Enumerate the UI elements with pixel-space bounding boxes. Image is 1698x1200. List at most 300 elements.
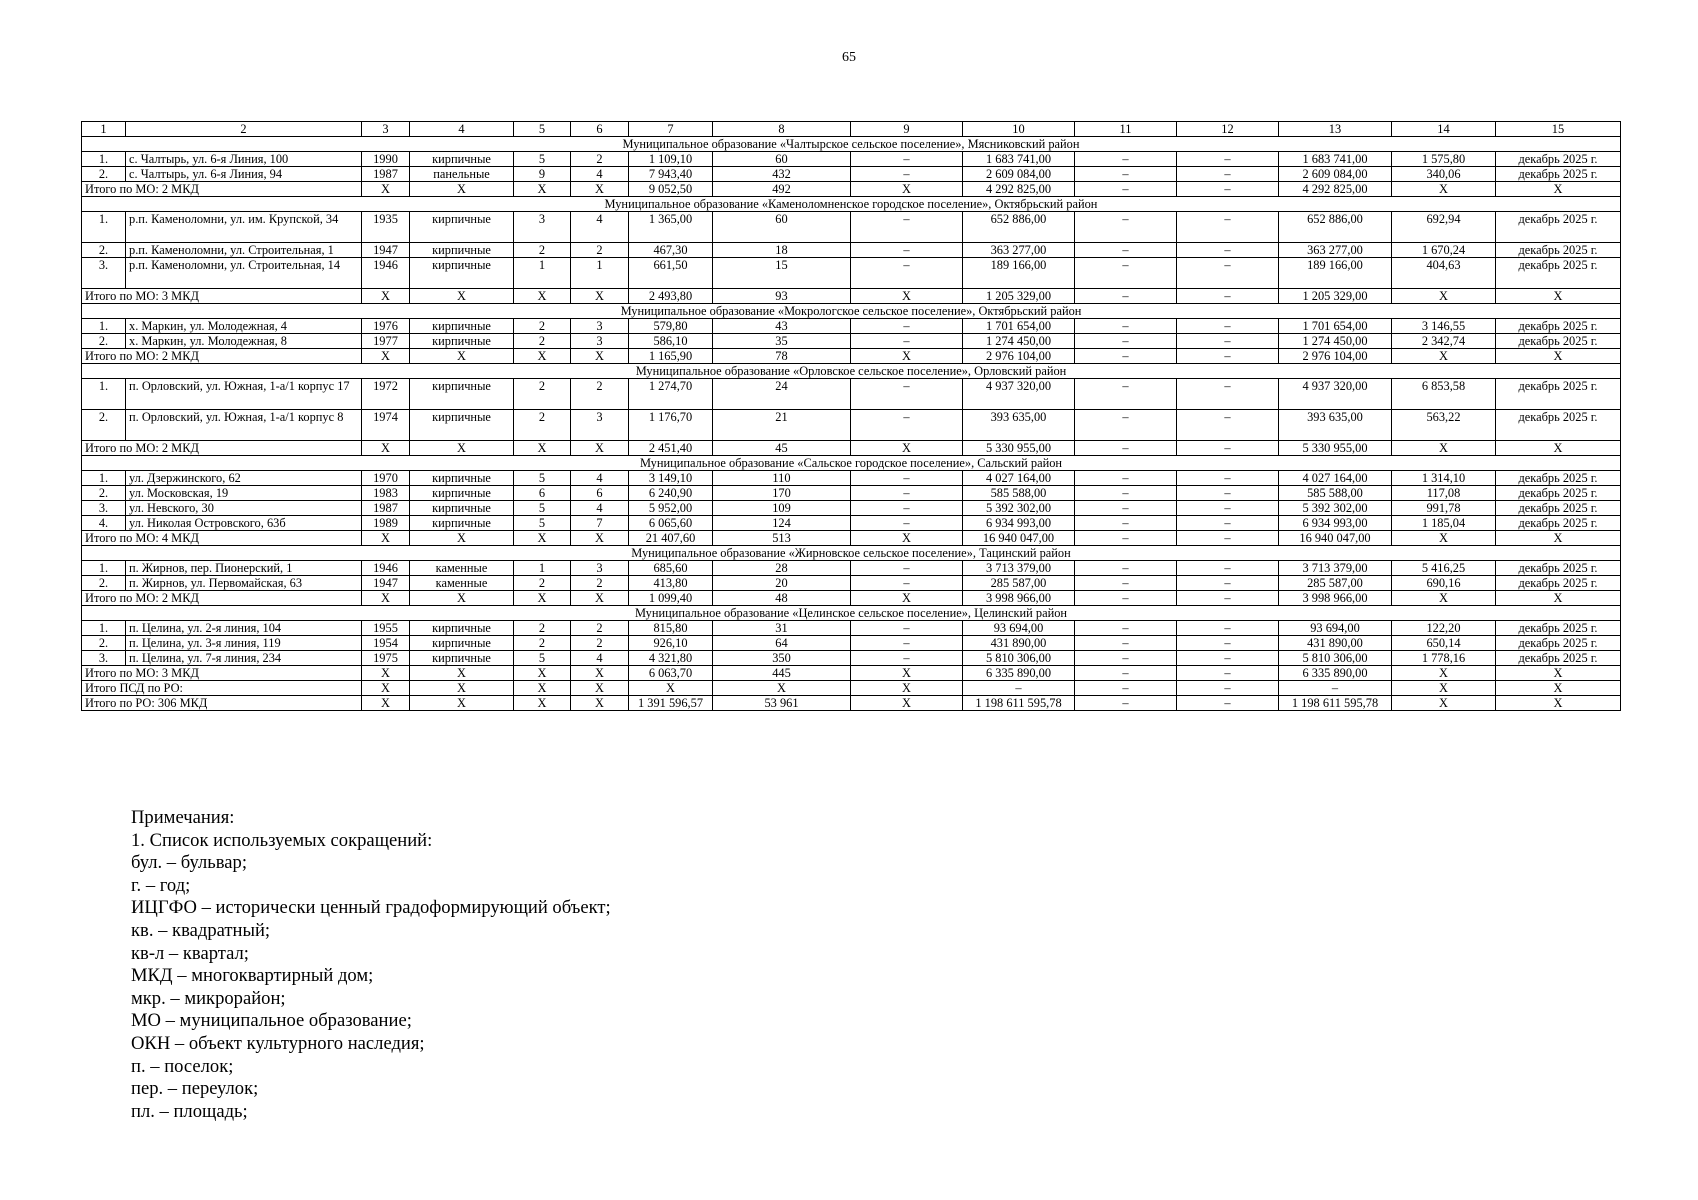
table-cell: 1	[514, 561, 571, 576]
table-cell: –	[1075, 501, 1177, 516]
table-cell: X	[1392, 696, 1496, 711]
table-cell: 285 587,00	[963, 576, 1075, 591]
table-cell: –	[1075, 561, 1177, 576]
grand-total-label: Итого по РО: 306 МКД	[82, 696, 362, 711]
table-cell: X	[1496, 681, 1621, 696]
table-cell: 5 810 306,00	[1279, 651, 1392, 666]
table-cell: 1972	[362, 379, 410, 410]
address-cell: с. Чалтырь, ул. 6-я Линия, 94	[126, 167, 362, 182]
table-cell: X	[571, 681, 629, 696]
table-cell: 2.	[82, 167, 126, 182]
table-cell: 3 998 966,00	[1279, 591, 1392, 606]
table-cell: 110	[713, 471, 851, 486]
table-cell: X	[571, 531, 629, 546]
table-cell: 6 063,70	[629, 666, 713, 681]
table-cell: –	[1075, 289, 1177, 304]
table-cell: 2 451,40	[629, 441, 713, 456]
column-number-cell: 9	[851, 122, 963, 137]
column-number-cell: 5	[514, 122, 571, 137]
table-cell: 189 166,00	[1279, 258, 1392, 289]
table-cell: 1946	[362, 258, 410, 289]
table-cell: кирпичные	[410, 379, 514, 410]
table-cell: 431 890,00	[1279, 636, 1392, 651]
table-cell: X	[571, 441, 629, 456]
column-number-cell: 14	[1392, 122, 1496, 137]
table-cell: 2	[571, 379, 629, 410]
address-cell: ул. Николая Островского, 63б	[126, 516, 362, 531]
table-cell: 3	[571, 410, 629, 441]
table-cell: 28	[713, 561, 851, 576]
table-row	[82, 258, 1621, 289]
table-cell: 3	[571, 561, 629, 576]
abbreviation-item: МО – муниципальное образование;	[131, 1010, 412, 1032]
table-cell: X	[571, 591, 629, 606]
table-cell: 1 205 329,00	[963, 289, 1075, 304]
table-cell: 6 934 993,00	[1279, 516, 1392, 531]
table-cell: 3	[571, 319, 629, 334]
table-cell: 6 240,90	[629, 486, 713, 501]
table-cell: 2	[514, 636, 571, 651]
address-cell: п. Целина, ул. 2-я линия, 104	[126, 621, 362, 636]
table-cell: 15	[713, 258, 851, 289]
table-cell: X	[410, 349, 514, 364]
table-cell: кирпичные	[410, 319, 514, 334]
table-cell: –	[1177, 636, 1279, 651]
table-cell: 43	[713, 319, 851, 334]
table-cell: 413,80	[629, 576, 713, 591]
table-cell: 1 099,40	[629, 591, 713, 606]
table-cell: X	[410, 531, 514, 546]
address-cell: ул. Невского, 30	[126, 501, 362, 516]
column-number-cell: 8	[713, 122, 851, 137]
table-cell: X	[851, 681, 963, 696]
table-row	[82, 379, 1621, 410]
table-cell: 2 609 084,00	[963, 167, 1075, 182]
table-cell: 4 321,80	[629, 651, 713, 666]
table-cell: X	[410, 182, 514, 197]
table-cell: 2	[571, 152, 629, 167]
table-cell: X	[514, 696, 571, 711]
table-cell: X	[410, 441, 514, 456]
table-cell: кирпичные	[410, 471, 514, 486]
table-cell: 1935	[362, 212, 410, 243]
section-header-row	[82, 197, 1621, 212]
table-cell: 1947	[362, 243, 410, 258]
housing-repair-table	[81, 121, 1621, 711]
subtotal-label: Итого по МО: 2 МКД	[82, 349, 362, 364]
table-cell: 2.	[82, 486, 126, 501]
table-cell: 6 934 993,00	[963, 516, 1075, 531]
subtotal-label: Итого по МО: 3 МКД	[82, 289, 362, 304]
table-cell: 3.	[82, 651, 126, 666]
table-cell: –	[1075, 167, 1177, 182]
table-cell: кирпичные	[410, 636, 514, 651]
column-number-cell: 1	[82, 122, 126, 137]
table-cell: 170	[713, 486, 851, 501]
table-cell: 6 853,58	[1392, 379, 1496, 410]
table-cell: X	[362, 441, 410, 456]
subtotal-label: Итого по МО: 2 МКД	[82, 591, 362, 606]
table-cell: –	[1177, 243, 1279, 258]
table-cell: 2	[571, 243, 629, 258]
section-header-row	[82, 137, 1621, 152]
table-cell: 585 588,00	[963, 486, 1075, 501]
table-cell: 5	[514, 501, 571, 516]
table-cell: 1970	[362, 471, 410, 486]
table-cell: 2	[571, 621, 629, 636]
table-cell: 1.	[82, 212, 126, 243]
column-number-cell: 13	[1279, 122, 1392, 137]
table-cell: 1.	[82, 379, 126, 410]
table-cell: –	[851, 651, 963, 666]
table-row	[82, 501, 1621, 516]
abbreviation-item: г. – год;	[131, 874, 191, 896]
table-cell: 1 176,70	[629, 410, 713, 441]
table-cell: 652 886,00	[1279, 212, 1392, 243]
table-cell: –	[851, 410, 963, 441]
table-cell: декабрь 2025 г.	[1496, 258, 1621, 289]
table-cell: декабрь 2025 г.	[1496, 243, 1621, 258]
table-cell: –	[1177, 471, 1279, 486]
table-cell: X	[514, 531, 571, 546]
table-cell: 3.	[82, 258, 126, 289]
table-cell: 1 205 329,00	[1279, 289, 1392, 304]
subtotal-row	[82, 441, 1621, 456]
table-cell: 4	[571, 212, 629, 243]
table-cell: 1989	[362, 516, 410, 531]
table-cell: –	[1177, 289, 1279, 304]
table-cell: 48	[713, 591, 851, 606]
table-cell: –	[1075, 576, 1177, 591]
table-cell: 3	[514, 212, 571, 243]
section-title: Муниципальное образование «Чалтырское сельское поселение», Мясниковский район	[82, 137, 1621, 152]
column-number-cell: 6	[571, 122, 629, 137]
table-cell: X	[1392, 681, 1496, 696]
section-title: Муниципальное образование «Каменоломненское городское поселение», Октябрьский район	[82, 197, 1621, 212]
table-cell: 4 027 164,00	[1279, 471, 1392, 486]
table-row	[82, 651, 1621, 666]
table-cell: X	[851, 591, 963, 606]
column-number-cell: 7	[629, 122, 713, 137]
table-cell: 6 335 890,00	[963, 666, 1075, 681]
table-cell: X	[1496, 349, 1621, 364]
table-cell: –	[1075, 152, 1177, 167]
table-row	[82, 334, 1621, 349]
table-cell: 5 810 306,00	[963, 651, 1075, 666]
table-cell: –	[851, 243, 963, 258]
table-cell: 2	[514, 319, 571, 334]
table-cell: кирпичные	[410, 334, 514, 349]
table-cell: –	[1075, 696, 1177, 711]
table-cell: 3 713 379,00	[963, 561, 1075, 576]
table-cell: 4 937 320,00	[963, 379, 1075, 410]
table-cell: декабрь 2025 г.	[1496, 152, 1621, 167]
table-cell: –	[1177, 167, 1279, 182]
table-cell: 2 342,74	[1392, 334, 1496, 349]
table-cell: 93 694,00	[963, 621, 1075, 636]
table-cell: X	[851, 531, 963, 546]
table-cell: 5	[514, 152, 571, 167]
table-cell: –	[851, 471, 963, 486]
table-cell: кирпичные	[410, 152, 514, 167]
table-cell: X	[514, 182, 571, 197]
table-cell: декабрь 2025 г.	[1496, 410, 1621, 441]
table-cell: X	[571, 349, 629, 364]
subtotal-row	[82, 182, 1621, 197]
table-cell: декабрь 2025 г.	[1496, 621, 1621, 636]
table-cell: 5	[514, 471, 571, 486]
table-cell: –	[1177, 319, 1279, 334]
table-cell: кирпичные	[410, 212, 514, 243]
table-cell: –	[851, 334, 963, 349]
abbreviation-item: ИЦГФО – исторически ценный градоформирующий объект;	[131, 897, 611, 919]
table-cell: 64	[713, 636, 851, 651]
section-title: Муниципальное образование «Целинское сельское поселение», Целинский район	[82, 606, 1621, 621]
table-cell: 117,08	[1392, 486, 1496, 501]
abbreviation-item: кв-л – квартал;	[131, 942, 249, 964]
table-cell: X	[629, 681, 713, 696]
table-cell: 4 937 320,00	[1279, 379, 1392, 410]
table-cell: декабрь 2025 г.	[1496, 486, 1621, 501]
section-header-row	[82, 606, 1621, 621]
table-cell: X	[851, 666, 963, 681]
table-cell: 513	[713, 531, 851, 546]
table-row	[82, 410, 1621, 441]
table-cell: –	[1177, 486, 1279, 501]
table-cell: –	[1075, 379, 1177, 410]
table-cell: декабрь 2025 г.	[1496, 212, 1621, 243]
table-cell: X	[1496, 591, 1621, 606]
table-cell: декабрь 2025 г.	[1496, 167, 1621, 182]
table-cell: X	[1392, 182, 1496, 197]
table-cell: декабрь 2025 г.	[1496, 334, 1621, 349]
table-cell: –	[1177, 516, 1279, 531]
table-cell: 2	[514, 621, 571, 636]
table-cell: –	[1075, 666, 1177, 681]
table-cell: 2	[514, 379, 571, 410]
table-cell: 1987	[362, 501, 410, 516]
table-row	[82, 167, 1621, 182]
table-cell: –	[1177, 696, 1279, 711]
table-cell: 1 274 450,00	[1279, 334, 1392, 349]
table-row	[82, 636, 1621, 651]
table-cell: 2.	[82, 334, 126, 349]
table-cell: 1987	[362, 167, 410, 182]
table-cell: 5 330 955,00	[963, 441, 1075, 456]
table-cell: 5 952,00	[629, 501, 713, 516]
table-cell: 60	[713, 212, 851, 243]
table-cell: 363 277,00	[1279, 243, 1392, 258]
table-cell: X	[514, 349, 571, 364]
table-cell: 2.	[82, 576, 126, 591]
table-cell: –	[1177, 531, 1279, 546]
table-cell: X	[851, 182, 963, 197]
table-cell: X	[410, 666, 514, 681]
table-cell: 6	[514, 486, 571, 501]
table-cell: X	[1496, 696, 1621, 711]
table-cell: X	[1496, 441, 1621, 456]
address-cell: п. Целина, ул. 3-я линия, 119	[126, 636, 362, 651]
grand-total-row	[82, 681, 1621, 696]
address-cell: ул. Дзержинского, 62	[126, 471, 362, 486]
table-cell: кирпичные	[410, 621, 514, 636]
table-cell: 6	[571, 486, 629, 501]
table-cell: 93 694,00	[1279, 621, 1392, 636]
table-cell: –	[1075, 486, 1177, 501]
table-cell: 1 274 450,00	[963, 334, 1075, 349]
table-cell: –	[851, 576, 963, 591]
table-cell: кирпичные	[410, 486, 514, 501]
abbreviations-title: 1. Список используемых сокращений:	[131, 829, 433, 851]
table-cell: 652 886,00	[963, 212, 1075, 243]
table-cell: 2 976 104,00	[963, 349, 1075, 364]
table-cell: 5 416,25	[1392, 561, 1496, 576]
table-cell: 1983	[362, 486, 410, 501]
table-cell: 579,80	[629, 319, 713, 334]
table-cell: декабрь 2025 г.	[1496, 651, 1621, 666]
table-cell: –	[1177, 152, 1279, 167]
table-cell: декабрь 2025 г.	[1496, 379, 1621, 410]
table-cell: 3 149,10	[629, 471, 713, 486]
table-cell: –	[851, 486, 963, 501]
table-cell: X	[1496, 666, 1621, 681]
column-number-cell: 2	[126, 122, 362, 137]
table-row	[82, 621, 1621, 636]
table-cell: –	[1279, 681, 1392, 696]
table-cell: 467,30	[629, 243, 713, 258]
table-cell: –	[1177, 441, 1279, 456]
table-cell: –	[1177, 379, 1279, 410]
table-cell: 1974	[362, 410, 410, 441]
address-cell: х. Маркин, ул. Молодежная, 4	[126, 319, 362, 334]
table-cell: –	[851, 152, 963, 167]
table-cell: 393 635,00	[963, 410, 1075, 441]
table-cell: 285 587,00	[1279, 576, 1392, 591]
table-cell: 3 998 966,00	[963, 591, 1075, 606]
table-row	[82, 561, 1621, 576]
abbreviation-item: пл. – площадь;	[131, 1100, 248, 1122]
table-cell: 4.	[82, 516, 126, 531]
table-cell: 1	[514, 258, 571, 289]
table-cell: –	[1075, 349, 1177, 364]
table-cell: 3	[571, 334, 629, 349]
table-cell: –	[1075, 441, 1177, 456]
table-cell: X	[1392, 666, 1496, 681]
table-cell: декабрь 2025 г.	[1496, 561, 1621, 576]
table-cell: декабрь 2025 г.	[1496, 576, 1621, 591]
column-number-cell: 15	[1496, 122, 1621, 137]
notes-section	[131, 807, 611, 1123]
table-cell: 1 701 654,00	[963, 319, 1075, 334]
subtotal-label: Итого по МО: 4 МКД	[82, 531, 362, 546]
subtotal-row	[82, 289, 1621, 304]
column-number-cell: 12	[1177, 122, 1279, 137]
table-cell: –	[1177, 561, 1279, 576]
table-cell: 404,63	[1392, 258, 1496, 289]
subtotal-row	[82, 666, 1621, 681]
table-cell: –	[1177, 621, 1279, 636]
table-cell: –	[1177, 666, 1279, 681]
table-cell: 78	[713, 349, 851, 364]
table-cell: каменные	[410, 576, 514, 591]
table-cell: –	[1075, 591, 1177, 606]
table-cell: 1955	[362, 621, 410, 636]
table-cell: –	[851, 621, 963, 636]
table-cell: 1 683 741,00	[1279, 152, 1392, 167]
table-cell: –	[1075, 334, 1177, 349]
table-cell: 2.	[82, 243, 126, 258]
table-cell: 4	[571, 501, 629, 516]
table-cell: кирпичные	[410, 516, 514, 531]
address-cell: х. Маркин, ул. Молодежная, 8	[126, 334, 362, 349]
table-cell: 60	[713, 152, 851, 167]
table-cell: X	[571, 666, 629, 681]
table-row	[82, 319, 1621, 334]
table-cell: 1 165,90	[629, 349, 713, 364]
table-cell: 1946	[362, 561, 410, 576]
table-cell: –	[1177, 334, 1279, 349]
address-cell: р.п. Каменоломни, ул. Строительная, 1	[126, 243, 362, 258]
table-row	[82, 576, 1621, 591]
table-cell: –	[1075, 258, 1177, 289]
table-cell: 1 198 611 595,78	[963, 696, 1075, 711]
table-cell: –	[851, 258, 963, 289]
address-cell: с. Чалтырь, ул. 6-я Линия, 100	[126, 152, 362, 167]
table-cell: кирпичные	[410, 410, 514, 441]
table-cell: –	[1075, 651, 1177, 666]
table-cell: X	[1392, 289, 1496, 304]
table-cell: 445	[713, 666, 851, 681]
table-cell: 9	[514, 167, 571, 182]
table-cell: 1 314,10	[1392, 471, 1496, 486]
subtotal-row	[82, 531, 1621, 546]
table-cell: 53 961	[713, 696, 851, 711]
abbreviation-item: пер. – переулок;	[131, 1078, 259, 1100]
table-cell: 815,80	[629, 621, 713, 636]
table-cell: 18	[713, 243, 851, 258]
section-header-row	[82, 456, 1621, 471]
table-row	[82, 152, 1621, 167]
table-cell: 16 940 047,00	[1279, 531, 1392, 546]
table-cell: X	[362, 666, 410, 681]
table-cell: 1977	[362, 334, 410, 349]
table-cell: 4	[571, 167, 629, 182]
table-cell: –	[1075, 410, 1177, 441]
subtotal-row	[82, 349, 1621, 364]
table-cell: 5 392 302,00	[963, 501, 1075, 516]
table-cell: 1975	[362, 651, 410, 666]
table-cell: X	[571, 696, 629, 711]
table-cell: кирпичные	[410, 258, 514, 289]
table-cell: –	[1075, 471, 1177, 486]
table-cell: –	[1075, 516, 1177, 531]
table-cell: 2 609 084,00	[1279, 167, 1392, 182]
address-cell: ул. Московская, 19	[126, 486, 362, 501]
table-cell: –	[851, 319, 963, 334]
table-cell: –	[1177, 591, 1279, 606]
table-cell: X	[362, 591, 410, 606]
table-cell: –	[851, 212, 963, 243]
table-cell: 926,10	[629, 636, 713, 651]
table-row	[82, 516, 1621, 531]
table-cell: 4	[571, 651, 629, 666]
table-cell: X	[514, 591, 571, 606]
table-cell: X	[1392, 441, 1496, 456]
table-cell: –	[851, 379, 963, 410]
column-number-cell: 10	[963, 122, 1075, 137]
table-cell: X	[1392, 531, 1496, 546]
table-cell: 563,22	[1392, 410, 1496, 441]
